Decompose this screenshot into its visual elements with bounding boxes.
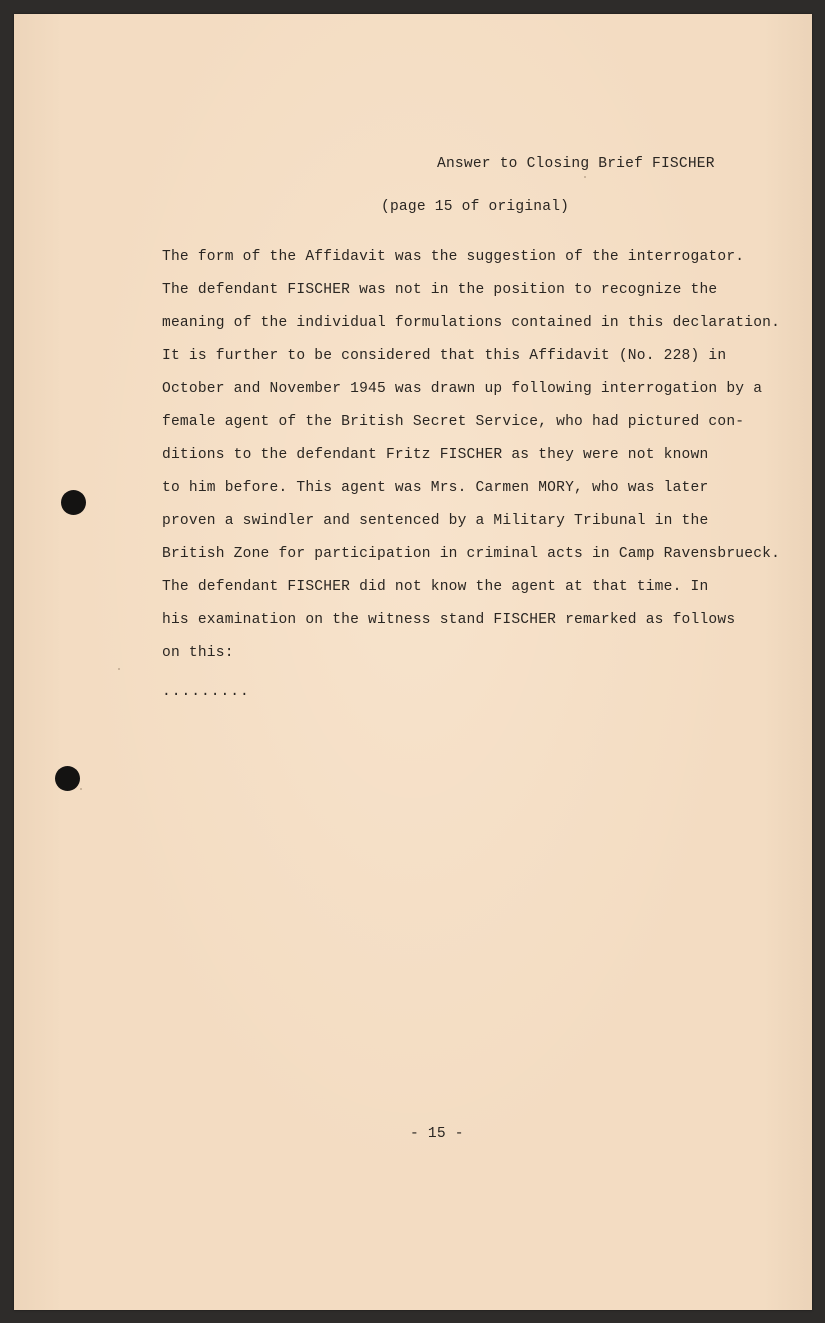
document-page <box>14 14 812 1310</box>
omission-ellipsis: ......... <box>162 684 250 700</box>
body-line: ditions to the defendant Fritz FISCHER as they were not known <box>162 447 709 463</box>
body-line: female agent of the British Secret Service, who had pictured con- <box>162 414 745 430</box>
body-line: October and November 1945 was drawn up following interrogation by a <box>162 381 763 397</box>
punch-hole <box>61 490 86 515</box>
body-line: meaning of the individual formulations contained in this declaration. <box>162 315 781 331</box>
body-line: The defendant FISCHER did not know the agent at that time. In <box>162 579 709 595</box>
page-reference: (page 15 of original) <box>381 199 570 215</box>
body-line: to him before. This agent was Mrs. Carmen MORY, who was later <box>162 480 709 496</box>
punch-hole <box>55 766 80 791</box>
body-line: British Zone for participation in criminal acts in Camp Ravensbrueck. <box>162 546 781 562</box>
body-line: It is further to be considered that this Affidavit (No. 228) in <box>162 348 727 364</box>
paper-speck <box>80 788 82 790</box>
paper-speck <box>584 176 586 178</box>
body-line: The form of the Affidavit was the suggestion of the interrogator. <box>162 249 745 265</box>
body-line: on this: <box>162 645 234 661</box>
body-line: his examination on the witness stand FISCHER remarked as follows <box>162 612 736 628</box>
page-number: - 15 - <box>410 1126 464 1142</box>
body-text <box>162 246 781 675</box>
document-title: Answer to Closing Brief FISCHER <box>437 156 715 172</box>
paper-speck <box>118 668 120 670</box>
body-line: The defendant FISCHER was not in the position to recognize the <box>162 282 718 298</box>
body-line: proven a swindler and sentenced by a Military Tribunal in the <box>162 513 709 529</box>
